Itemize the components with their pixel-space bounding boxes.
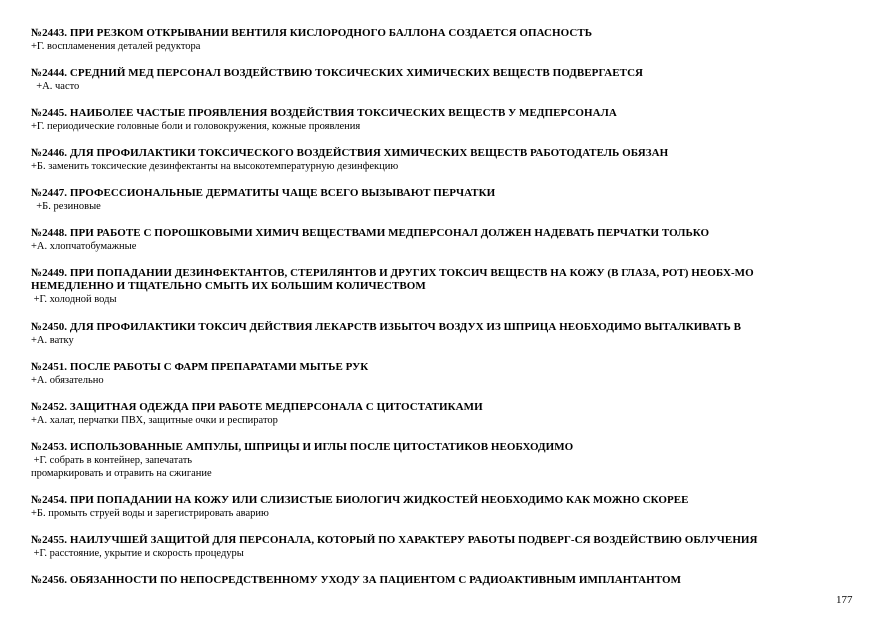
question-list — [31, 27, 861, 587]
question-2451 — [31, 361, 861, 401]
question-title: №2444. СРЕДНИЙ МЕД ПЕРСОНАЛ ВОЗДЕЙСТВИЮ ТОКСИЧЕСКИХ ХИМИЧЕСКИХ ВЕЩЕСТВ ПОДВЕРГАЕТСЯ — [31, 67, 644, 79]
question-title: №2451. ПОСЛЕ РАБОТЫ С ФАРМ ПРЕПАРАТАМИ МЫТЬЕ РУК — [31, 361, 369, 373]
question-answer: +Г. собрать в контейнер, запечатать промаркировать и отравить на сжигание — [31, 455, 212, 479]
question-answer: +Г. периодические головные боли и головокружения, кожные проявления — [31, 121, 361, 132]
question-answer: +Г. воспламенения деталей редуктора — [31, 41, 201, 52]
question-title: №2446. ДЛЯ ПРОФИЛАКТИКИ ТОКСИЧЕСКОГО ВОЗДЕЙСТВИЯ ХИМИЧЕСКИХ ВЕЩЕСТВ РАБОТОДАТЕЛЬ ОБЯЗАН — [31, 147, 669, 159]
question-answer: +Б. резиновые — [31, 201, 101, 212]
page-number: 177 — [836, 594, 853, 606]
question-answer: +Г. холодной воды — [31, 294, 117, 305]
question-answer: +А. халат, перчатки ПВХ, защитные очки и респиратор — [31, 415, 278, 426]
question-answer: +Б. заменить токсические дезинфектанты на высокотемпературную дезинфекцию — [31, 161, 399, 172]
question-title: №2450. ДЛЯ ПРОФИЛАКТИКИ ТОКСИЧ ДЕЙСТВИЯ ЛЕКАРСТВ ИЗБЫТОЧ ВОЗДУХ ИЗ ШПРИЦА НЕОБХОДИМО ВЫТАЛКИВАТЬ В — [31, 321, 741, 333]
question-title: №2453. ИСПОЛЬЗОВАННЫЕ АМПУЛЫ, ШПРИЦЫ И ИГЛЫ ПОСЛЕ ЦИТОСТАТИКОВ НЕОБХОДИМО — [31, 441, 574, 453]
question-answer: +А. хлопчатобумажные — [31, 241, 137, 252]
question-2445 — [31, 107, 861, 147]
question-answer: +А. часто — [31, 81, 80, 92]
question-answer: +Г. расстояние, укрытие и скорость процедуры — [31, 548, 244, 559]
question-title: №2455. НАИЛУЧШЕЙ ЗАЩИТОЙ ДЛЯ ПЕРСОНАЛА, КОТОРЫЙ ПО ХАРАКТЕРУ РАБОТЫ ПОДВЕРГ-СЯ ВОЗДЕЙСТВИЮ ОБЛУЧЕНИЯ — [31, 534, 758, 546]
question-2456 — [31, 574, 861, 587]
question-2455 — [31, 534, 861, 574]
question-answer: +А. ватку — [31, 335, 74, 346]
question-title: №2454. ПРИ ПОПАДАНИИ НА КОЖУ ИЛИ СЛИЗИСТЫЕ БИОЛОГИЧ ЖИДКОСТЕЙ НЕОБХОДИМО КАК МОЖНО СКОРЕЕ — [31, 494, 689, 506]
question-answer: +Б. промыть струей воды и зарегистрировать аварию — [31, 508, 269, 519]
question-2454 — [31, 494, 861, 534]
question-2449 — [31, 267, 861, 321]
question-2446 — [31, 147, 861, 187]
question-2448 — [31, 227, 861, 267]
question-2453 — [31, 441, 861, 494]
question-title: №2448. ПРИ РАБОТЕ С ПОРОШКОВЫМИ ХИМИЧ ВЕЩЕСТВАМИ МЕДПЕРСОНАЛ ДОЛЖЕН НАДЕВАТЬ ПЕРЧАТКИ ТОЛЬКО — [31, 227, 710, 239]
question-2450 — [31, 321, 861, 361]
question-2443 — [31, 27, 861, 67]
question-title: №2456. ОБЯЗАННОСТИ ПО НЕПОСРЕДСТВЕННОМУ УХОДУ ЗА ПАЦИЕНТОМ С РАДИОАКТИВНЫМ ИМПЛАНТАНТОМ — [31, 574, 682, 586]
question-title: №2443. ПРИ РЕЗКОМ ОТКРЫВАНИИ ВЕНТИЛЯ КИСЛОРОДНОГО БАЛЛОНА СОЗДАЕТСЯ ОПАСНОСТЬ — [31, 27, 593, 39]
question-title: №2447. ПРОФЕССИОНАЛЬНЫЕ ДЕРМАТИТЫ ЧАЩЕ ВСЕГО ВЫЗЫВАЮТ ПЕРЧАТКИ — [31, 187, 496, 199]
question-answer: +А. обязательно — [31, 375, 104, 386]
question-title: №2445. НАИБОЛЕЕ ЧАСТЫЕ ПРОЯВЛЕНИЯ ВОЗДЕЙСТВИЯ ТОКСИЧЕСКИХ ВЕЩЕСТВ У МЕДПЕРСОНАЛА — [31, 107, 617, 119]
question-2452 — [31, 401, 861, 441]
question-title: №2449. ПРИ ПОПАДАНИИ ДЕЗИНФЕКТАНТОВ, СТЕРИЛЯНТОВ И ДРУГИХ ТОКСИЧ ВЕЩЕСТВ НА КОЖУ (В ГЛАЗА, РОТ) НЕОБХ-МО НЕМЕДЛЕННО И ТЩАТЕЛЬНО СМЫТЬ ИХ БОЛЬШИМ КОЛИЧЕСТВОМ — [31, 267, 754, 292]
question-2444 — [31, 67, 861, 107]
question-2447 — [31, 187, 861, 227]
question-title: №2452. ЗАЩИТНАЯ ОДЕЖДА ПРИ РАБОТЕ МЕДПЕРСОНАЛА С ЦИТОСТАТИКАМИ — [31, 401, 483, 413]
